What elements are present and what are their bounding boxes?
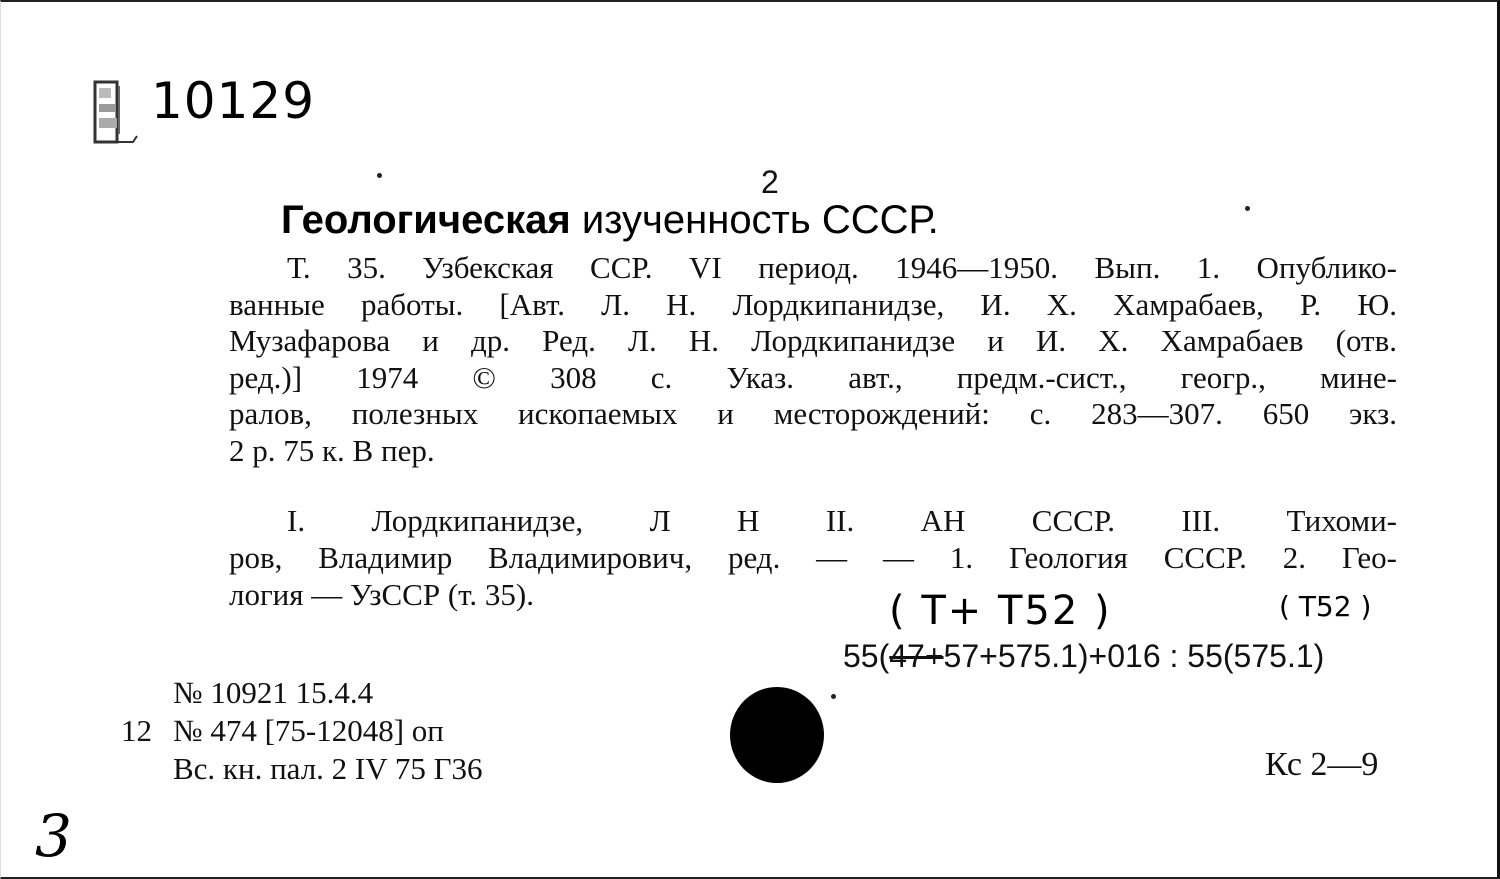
inventory-number: 10129: [151, 72, 316, 130]
speck-dot: [831, 694, 836, 699]
speck-dot: [1245, 206, 1250, 211]
index-line: I. Лордкипанидзе, Л Н II. АН СССР. III. Тихоми-: [287, 503, 1397, 538]
description-line: ред.)] 1974 © 308 с. Указ. авт., предм.-сист., геогр., мине-: [229, 359, 1397, 395]
registry-row-text: № 10921 15.4.4: [173, 675, 374, 710]
speck-dot: [377, 173, 382, 178]
registry-row-number: 12: [121, 713, 152, 748]
title-rest: изученность СССР.: [581, 198, 939, 242]
volume-number: 2: [761, 164, 779, 200]
registry-row: [121, 750, 483, 788]
description-line: 2 р. 75 к. В пер.: [229, 432, 435, 468]
title-main: Геологическая: [281, 198, 571, 242]
description-line: Музафарова и др. Ред. Л. Н. Лордкипанидзе и И. Х. Хамрабаев (отв.: [229, 323, 1397, 358]
library-stamp-icon: [89, 78, 143, 148]
registry-row: [121, 712, 483, 750]
registry-row-text: № 474 [75-12048] оп: [173, 713, 444, 748]
registry-info: [121, 674, 483, 788]
registry-row-text: Вс. кн. пал. 2 IV 75 Г36: [173, 751, 483, 786]
description-line: ванные работы. [Авт. Л. Н. Лордкипанидзе, И. Х. Хамрабаев, Р. Ю.: [229, 286, 1397, 322]
handwritten-note-right: ( Т52 ): [1279, 590, 1372, 623]
udc-prefix: 55(: [843, 638, 890, 674]
punch-hole: [730, 687, 824, 783]
udc-classification: [843, 638, 1324, 675]
description-line: ралов, полезных ископаемых и месторождений: с. 283—307. 650 экз.: [229, 396, 1397, 431]
card-title: [281, 198, 939, 243]
index-line: ров, Владимир Владимирович, ред. — — 1. Геология СССР. 2. Гео-: [229, 540, 1397, 575]
udc-rest: 57+575.1)+016 : 55(575.1): [943, 638, 1325, 674]
bibliographic-description: [229, 250, 1397, 469]
registry-row: [121, 674, 483, 712]
price-code: Кс 2—9: [1265, 746, 1379, 783]
description-line: Т. 35. Узбекская ССР. VI период. 1946—1950. Вып. 1. Опублико-: [287, 250, 1397, 285]
index-line: логия — УзССР (т. 35).: [229, 577, 534, 612]
udc-struck: 47+: [889, 638, 944, 674]
handwritten-corner-mark: 3: [35, 802, 72, 870]
index-terms: [229, 502, 1397, 613]
handwritten-note-left: ( Т+ Т52 ): [889, 588, 1112, 634]
